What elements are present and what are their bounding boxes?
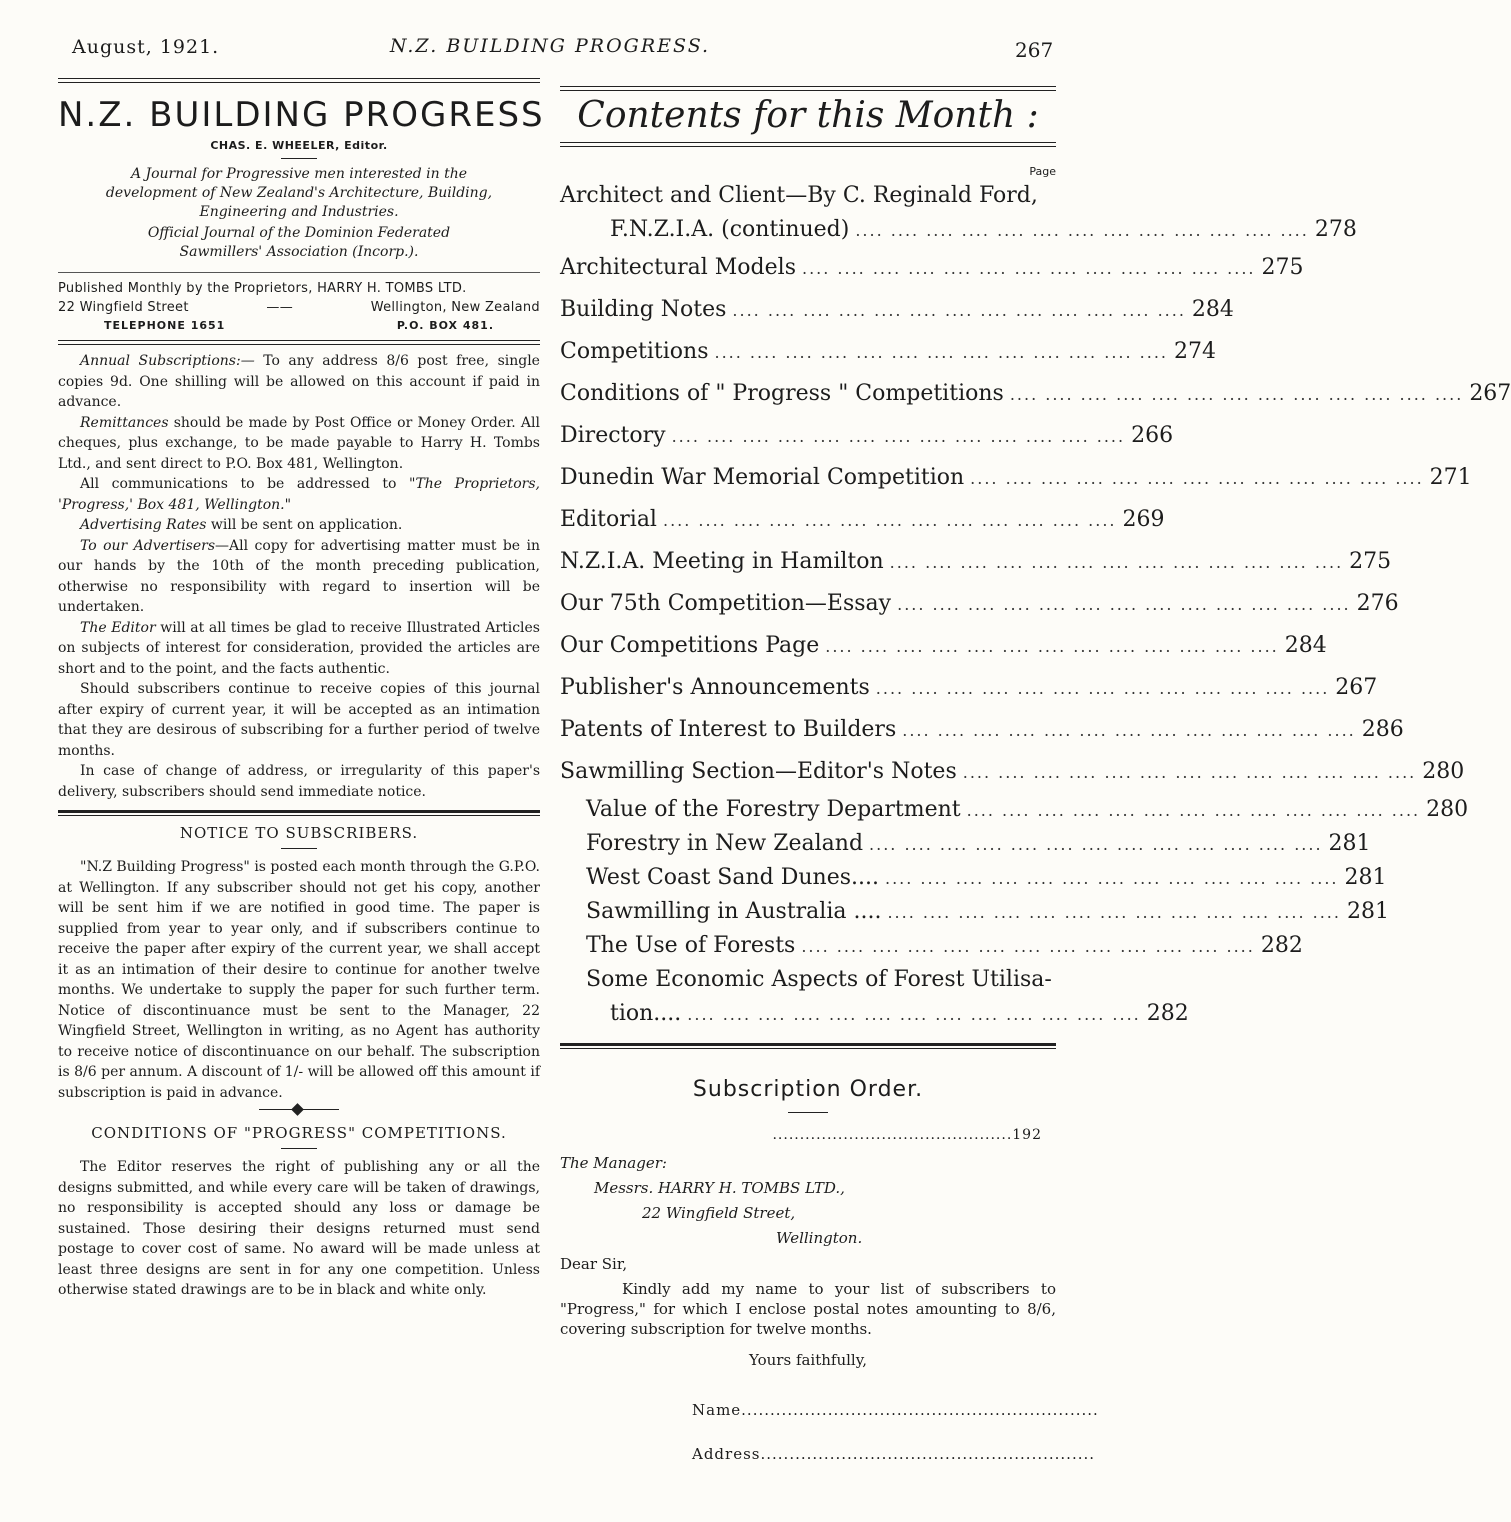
contents-entry bbox=[560, 415, 1174, 457]
contents-entry-title: Dunedin War Memorial Competition bbox=[560, 465, 965, 490]
editor-note: The Editor will at all times be glad to receive Illustrated Articles on subjects of interest for consideration, provided the articles are short and to the point, and the facts authentic. bbox=[58, 619, 540, 677]
leader-dots: .... .... .... .... .... .... .... .... .... .... .... .... .... bbox=[887, 903, 1341, 922]
contents-entry-title: Architectural Models bbox=[560, 255, 796, 280]
page-header bbox=[0, 0, 1114, 75]
contents-entry bbox=[560, 583, 1399, 625]
divider bbox=[788, 1112, 828, 1113]
contents-entry-title: F.N.Z.I.A. (continued) bbox=[610, 217, 850, 242]
contents-entry-title: Editorial bbox=[560, 507, 657, 532]
divider bbox=[281, 158, 317, 159]
leader-dots: .... .... .... .... .... .... .... .... .... .... .... .... .... bbox=[825, 637, 1279, 656]
contents-entry-page: 269 bbox=[1122, 507, 1165, 532]
contents-entry-page: 284 bbox=[1284, 633, 1327, 658]
remittances: Remittances should be made by Post Office or Money Order. All cheques, plus exchange, to be made payable to Harry H. Tombs Ltd., and sent direct to P.O. Box 481, Wellington. bbox=[58, 414, 540, 472]
right-column bbox=[560, 86, 1511, 1463]
contents-entry-title: Patents of Interest to Builders bbox=[560, 717, 897, 742]
conditions-text: The Editor reserves the right of publishing any or all the designs submitted, and while every care will be taken of drawings, no responsibility is accepted should any loss or damage be sustained. Those desiring their designs returned must send postage to cover cost of same. No award will be made unless at least three designs are sent in for any one competition. Unless otherwise stated drawings are to be in black and white only. bbox=[58, 1159, 540, 1298]
contents-entry bbox=[560, 667, 1378, 709]
telephone: TELEPHONE 1651 bbox=[104, 319, 226, 332]
communications: All communications to be addressed to "The Proprietors, 'Progress,' Box 481, Wellington." bbox=[58, 476, 540, 513]
contents-entry bbox=[560, 929, 1303, 963]
contents-entry-page: 280 bbox=[1426, 797, 1469, 822]
leader-dots: .... .... .... .... .... .... .... .... .... .... .... .... .... bbox=[875, 679, 1330, 698]
divider bbox=[560, 142, 1056, 147]
address-field[interactable]: Address.......................................................... bbox=[692, 1445, 1096, 1463]
official-journal-line: Official Journal of the Dominion Federated Sawmillers' Association (Incorp.). bbox=[147, 225, 451, 260]
contents-entry bbox=[560, 625, 1327, 667]
divider bbox=[560, 86, 1056, 91]
contents-entry bbox=[560, 827, 1371, 861]
salutation: Dear Sir, bbox=[560, 1255, 628, 1273]
contents-entry-page: 266 bbox=[1131, 423, 1174, 448]
contents-entry-page: 275 bbox=[1261, 255, 1304, 280]
contents-entry-title: Directory bbox=[560, 423, 666, 448]
contents-entry-title: Competitions bbox=[560, 339, 709, 364]
annual-subscriptions: Annual Subscriptions:— To any address 8/6 post free, single copies 9d. One shilling will be allowed on this account if paid in advance. bbox=[58, 353, 540, 410]
contents-entry-title: Sawmilling in Australia .... bbox=[586, 899, 882, 924]
leader-dots: .... .... .... .... .... .... .... .... .... .... .... .... .... bbox=[884, 869, 1339, 888]
subscription-info bbox=[58, 351, 540, 802]
contents-entry-page: 281 bbox=[1346, 899, 1389, 924]
address-dash: —— bbox=[266, 300, 294, 315]
ornament-divider bbox=[259, 1109, 339, 1110]
to-advertisers: To our Advertisers—All copy for advertising matter must be in our hands by the 10th of the month preceding publication, otherwise no responsibility with regard to insertion will be undertaken. bbox=[58, 537, 540, 615]
contents-entry-title: West Coast Sand Dunes.... bbox=[586, 865, 879, 890]
notice-heading: NOTICE TO SUBSCRIBERS. bbox=[179, 824, 419, 842]
contents-entry bbox=[560, 793, 1469, 827]
contents-entry bbox=[560, 213, 1357, 247]
journal-tagline: A Journal for Progressive men interested in the development of New Zealand's Architecture, Building, Engineering and Industries. bbox=[105, 166, 493, 220]
editor-credit: CHAS. E. WHEELER, Editor. bbox=[210, 139, 388, 152]
running-title: N.Z. BUILDING PROGRESS. bbox=[389, 35, 711, 57]
contents-entry-title: Publisher's Announcements bbox=[560, 675, 870, 700]
contents-entry-page: 286 bbox=[1361, 717, 1404, 742]
leader-dots: .... .... .... .... .... .... .... .... .... .... .... .... .... bbox=[962, 763, 1417, 782]
contents-entry-title: The Use of Forests bbox=[586, 933, 796, 958]
contents-entry-page: 275 bbox=[1349, 549, 1392, 574]
contents-entry-title: Building Notes bbox=[560, 297, 727, 322]
subscription-order-title: Subscription Order. bbox=[692, 1077, 924, 1102]
contents-entry-page: 280 bbox=[1422, 759, 1465, 784]
manager-label: The Manager: bbox=[560, 1154, 667, 1172]
name-field[interactable]: Name.............................................................. bbox=[692, 1401, 1099, 1419]
address-change-note: In case of change of address, or irregularity of this paper's delivery, subscribers should send immediate notice. bbox=[58, 763, 540, 800]
contents-entry bbox=[560, 861, 1387, 895]
contents-entry bbox=[560, 457, 1472, 499]
order-text: Kindly add my name to your list of subscribers to "Progress," for which I enclose postal notes amounting to 8/6, covering subscription for twelve months. bbox=[560, 1280, 1056, 1338]
leader-dots: .... .... .... .... .... .... .... .... .... .... .... .... .... bbox=[855, 221, 1309, 240]
contents-entry bbox=[560, 541, 1392, 583]
contents-entry bbox=[560, 997, 1189, 1031]
advertising-rates: Advertising Rates will be sent on application. bbox=[80, 517, 403, 533]
left-column bbox=[58, 78, 545, 1301]
contents-entry-page: 274 bbox=[1174, 339, 1216, 364]
conditions-heading: CONDITIONS OF "PROGRESS" COMPETITIONS. bbox=[91, 1124, 507, 1142]
leader-dots: .... .... .... .... .... .... .... .... .... .... .... .... .... bbox=[966, 801, 1421, 820]
publisher-address bbox=[58, 298, 540, 317]
contact-line bbox=[58, 319, 540, 332]
manager-address bbox=[560, 1151, 1056, 1251]
page-number: 267 bbox=[1015, 38, 1054, 62]
contents-entry bbox=[560, 963, 1056, 997]
contents-entry-title: Architect and Client—By C. Reginald Ford, bbox=[560, 183, 1038, 208]
leader-dots: .... .... .... .... .... .... .... .... .... .... .... .... .... bbox=[801, 259, 1256, 278]
firm-name: Messrs. HARRY H. TOMBS LTD., bbox=[594, 1179, 845, 1197]
leader-dots: .... .... .... .... .... .... .... .... .... .... .... .... .... bbox=[902, 721, 1356, 740]
contents-entry-page: 281 bbox=[1344, 865, 1387, 890]
leader-dots: .... .... .... .... .... .... .... .... .... .... .... .... .... bbox=[714, 343, 1168, 362]
leader-dots: .... .... .... .... .... .... .... .... .... .... .... .... .... bbox=[1009, 385, 1464, 404]
contents-entry bbox=[560, 751, 1465, 793]
po-box: P.O. BOX 481. bbox=[396, 319, 494, 332]
contents-entry-title: Sawmilling Section—Editor's Notes bbox=[560, 759, 957, 784]
leader-dots: .... .... .... .... .... .... .... .... .... .... .... .... .... bbox=[869, 835, 1323, 854]
conditions-body bbox=[58, 1157, 540, 1301]
divider bbox=[560, 1043, 1056, 1049]
contents-entry-title: N.Z.I.A. Meeting in Hamilton bbox=[560, 549, 884, 574]
divider bbox=[58, 78, 540, 83]
page-column-label: Page bbox=[1029, 165, 1056, 178]
contents-entry-title: Some Economic Aspects of Forest Utilisa- bbox=[586, 967, 1052, 992]
contents-entry-title: Conditions of " Progress " Competitions bbox=[560, 381, 1004, 406]
divider bbox=[281, 1148, 317, 1149]
contents-list bbox=[560, 179, 1511, 1031]
contents-entry-page: 278 bbox=[1314, 217, 1357, 242]
contents-entry bbox=[560, 499, 1165, 541]
masthead-title: N.Z. BUILDING PROGRESS bbox=[58, 95, 545, 135]
contents-entry-page: 271 bbox=[1429, 465, 1472, 490]
address-street: 22 Wingfield Street bbox=[58, 300, 189, 315]
contents-entry bbox=[560, 247, 1304, 289]
date-line: ............................................192 bbox=[772, 1127, 1042, 1143]
contents-entry-page: 282 bbox=[1146, 1001, 1189, 1026]
contents-entry-title: tion.... bbox=[610, 1001, 682, 1026]
contents-entry bbox=[560, 179, 1056, 213]
publisher-line: Published Monthly by the Proprietors, HARRY H. TOMBS LTD. bbox=[58, 281, 467, 296]
contents-entry-title: Value of the Forestry Department bbox=[586, 797, 961, 822]
leader-dots: .... .... .... .... .... .... .... .... .... .... .... .... .... bbox=[671, 427, 1126, 446]
contents-entry-title: Our Competitions Page bbox=[560, 633, 820, 658]
contents-entry-page: 276 bbox=[1356, 591, 1399, 616]
contents-entry bbox=[560, 709, 1404, 751]
contents-entry-page: 267 bbox=[1335, 675, 1378, 700]
divider bbox=[281, 848, 317, 849]
leader-dots: .... .... .... .... .... .... .... .... .... .... .... .... .... bbox=[897, 595, 1351, 614]
closing: Yours faithfully, bbox=[749, 1351, 867, 1369]
contents-entry-page: 267 bbox=[1469, 381, 1511, 406]
contents-entry bbox=[560, 331, 1216, 373]
divider bbox=[58, 272, 540, 273]
address-city: Wellington, New Zealand bbox=[370, 300, 540, 315]
contents-entry-title: Our 75th Competition—Essay bbox=[560, 591, 892, 616]
leader-dots: .... .... .... .... .... .... .... .... .... .... .... .... .... bbox=[732, 301, 1186, 320]
issue-date: August, 1921. bbox=[72, 36, 220, 58]
diamond-ornament-icon bbox=[291, 1103, 304, 1116]
notice-text: "N.Z Building Progress" is posted each month through the G.P.O. at Wellington. If any subscriber should not get his copy, another will be sent him if we are notified in good time. The paper is supplied from year to year only, and if subscribers continue to receive the paper after expiry of the current year, we shall accept it as an intimation of their desire to continue for another twelve months. We undertake to supply the paper for such further term. Notice of discontinuance must be sent to the Manager, 22 Wingfield Street, Wellington in writing, as no Agent has authority to receive notice of discontinuance on our behalf. The subscription is 8/6 per annum. A discount of 1/- will be allowed off this amount if subscription is paid in advance. bbox=[58, 859, 540, 1101]
contents-title: Contents for this Month : bbox=[577, 95, 1039, 136]
firm-street: 22 Wingfield Street, bbox=[642, 1204, 796, 1222]
leader-dots: .... .... .... .... .... .... .... .... .... .... .... .... .... bbox=[801, 937, 1255, 956]
subscriber-continuation: Should subscribers continue to receive copies of this journal after expiry of current year, it will be accepted as an intimation that they are desirous of subscribing for a further period of twelve months. bbox=[58, 681, 540, 759]
contents-entry bbox=[560, 373, 1511, 415]
notice-body bbox=[58, 857, 540, 1103]
contents-entry-page: 281 bbox=[1328, 831, 1371, 856]
order-body bbox=[560, 1279, 1056, 1339]
leader-dots: .... .... .... .... .... .... .... .... .... .... .... .... .... bbox=[970, 469, 1424, 488]
divider bbox=[58, 810, 540, 816]
contents-entry-page: 284 bbox=[1191, 297, 1234, 322]
contents-entry-page: 282 bbox=[1260, 933, 1303, 958]
leader-dots: .... .... .... .... .... .... .... .... .... .... .... .... .... bbox=[889, 553, 1344, 572]
leader-dots: .... .... .... .... .... .... .... .... .... .... .... .... .... bbox=[687, 1005, 1141, 1024]
leader-dots: .... .... .... .... .... .... .... .... .... .... .... .... .... bbox=[662, 511, 1117, 530]
contents-entry bbox=[560, 289, 1234, 331]
firm-city: Wellington. bbox=[776, 1229, 863, 1247]
contents-entry-title: Forestry in New Zealand bbox=[586, 831, 864, 856]
contents-entry bbox=[560, 895, 1389, 929]
divider bbox=[58, 340, 540, 345]
